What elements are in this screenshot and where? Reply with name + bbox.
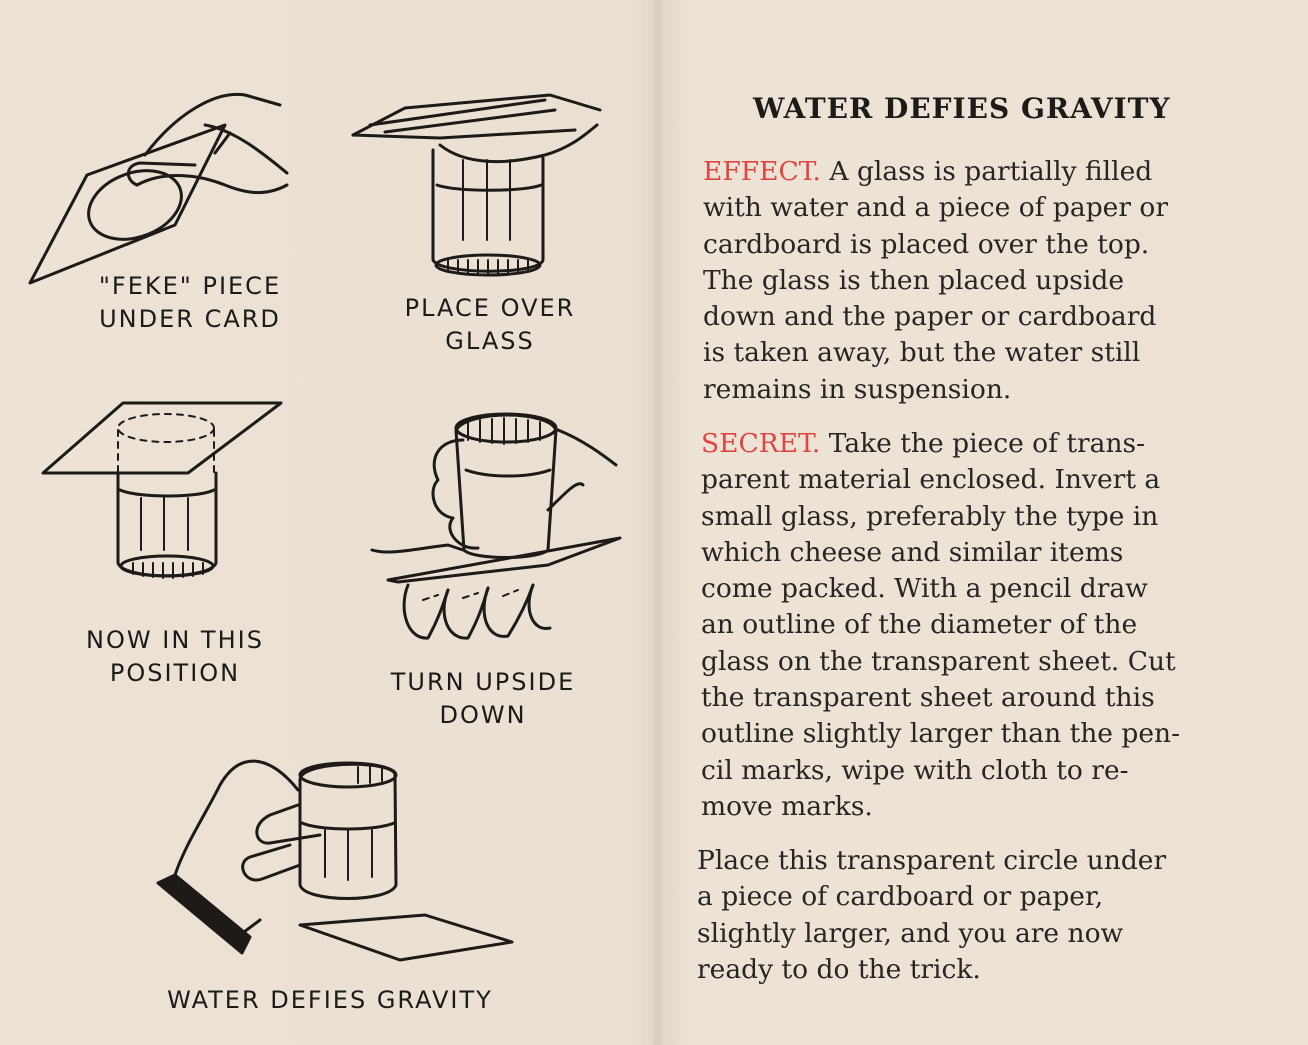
caption-place-line-1: PLACE OVER (404, 294, 576, 322)
secret-line-6: an outline of the diameter of the (701, 609, 1138, 641)
effect-line-1-text: A glass is partially filled (820, 156, 1153, 187)
place-line-3: slightly larger, and you are now (697, 917, 1124, 949)
caption-feke (70, 270, 310, 336)
caption-position-line-2: POSITION (109, 659, 241, 687)
instructions-panel (665, 0, 1308, 1045)
caption-turn-line-2: DOWN (439, 701, 527, 729)
caption-place (370, 292, 610, 358)
caption-water (150, 984, 510, 1017)
place-line-2: a piece of cardboard or paper, (697, 881, 1104, 913)
trick-title: WATER DEFIES GRAVITY (753, 92, 1171, 125)
place-line-4: ready to do the trick. (697, 953, 981, 985)
secret-line-1-text: Take the piece of trans- (820, 428, 1146, 459)
effect-line-5: down and the paper or cardboard (703, 301, 1157, 333)
place-paragraph (697, 843, 1257, 988)
secret-lead: SECRET. (701, 428, 821, 459)
secret-line-10: cil marks, wipe with cloth to re- (701, 754, 1129, 786)
secret-line-5: come packed. With a pencil draw (701, 573, 1148, 605)
place-line-1: Place this transparent circle under (697, 845, 1167, 876)
turn-upside-down-illustration (368, 400, 628, 650)
caption-turn-line-1: TURN UPSIDE (390, 668, 576, 696)
effect-line-4: The glass is then placed upside (703, 264, 1124, 296)
caption-position-line-1: NOW IN THIS (86, 626, 264, 654)
caption-water-line-1: WATER DEFIES GRAVITY (167, 986, 493, 1014)
secret-line-4: which cheese and similar items (701, 536, 1124, 568)
place-over-glass-illustration (345, 90, 610, 285)
water-defies-gravity-illustration (150, 745, 520, 970)
secret-line-9: outline slightly larger than the pen- (701, 718, 1181, 750)
effect-line-1 (703, 154, 1263, 190)
effect-line-6: is taken away, but the water still (703, 337, 1141, 369)
caption-turn (363, 666, 603, 732)
secret-line-2: parent material enclosed. Invert a (701, 464, 1161, 496)
now-in-position-illustration (38, 398, 288, 583)
effect-paragraph (703, 154, 1263, 408)
caption-place-line-2: GLASS (445, 327, 535, 355)
secret-line-8: the transparent sheet around this (701, 682, 1155, 714)
effect-line-7: remains in suspension. (703, 373, 1012, 405)
secret-line-7: glass on the transparent sheet. Cut (701, 645, 1176, 677)
effect-line-3: cardboard is placed over the top. (703, 228, 1150, 260)
secret-paragraph (701, 426, 1261, 825)
caption-feke-line-1: "FEKE" PIECE (98, 272, 282, 300)
secret-line-1 (701, 426, 1261, 462)
feke-under-card-illustration (25, 85, 295, 290)
secret-line-11: move marks. (701, 790, 873, 822)
caption-position (55, 624, 295, 690)
secret-line-3: small glass, preferably the type in (701, 500, 1159, 532)
effect-line-2: with water and a piece of paper or (703, 192, 1169, 224)
effect-lead: EFFECT. (703, 156, 821, 187)
caption-feke-line-2: UNDER CARD (99, 305, 281, 333)
